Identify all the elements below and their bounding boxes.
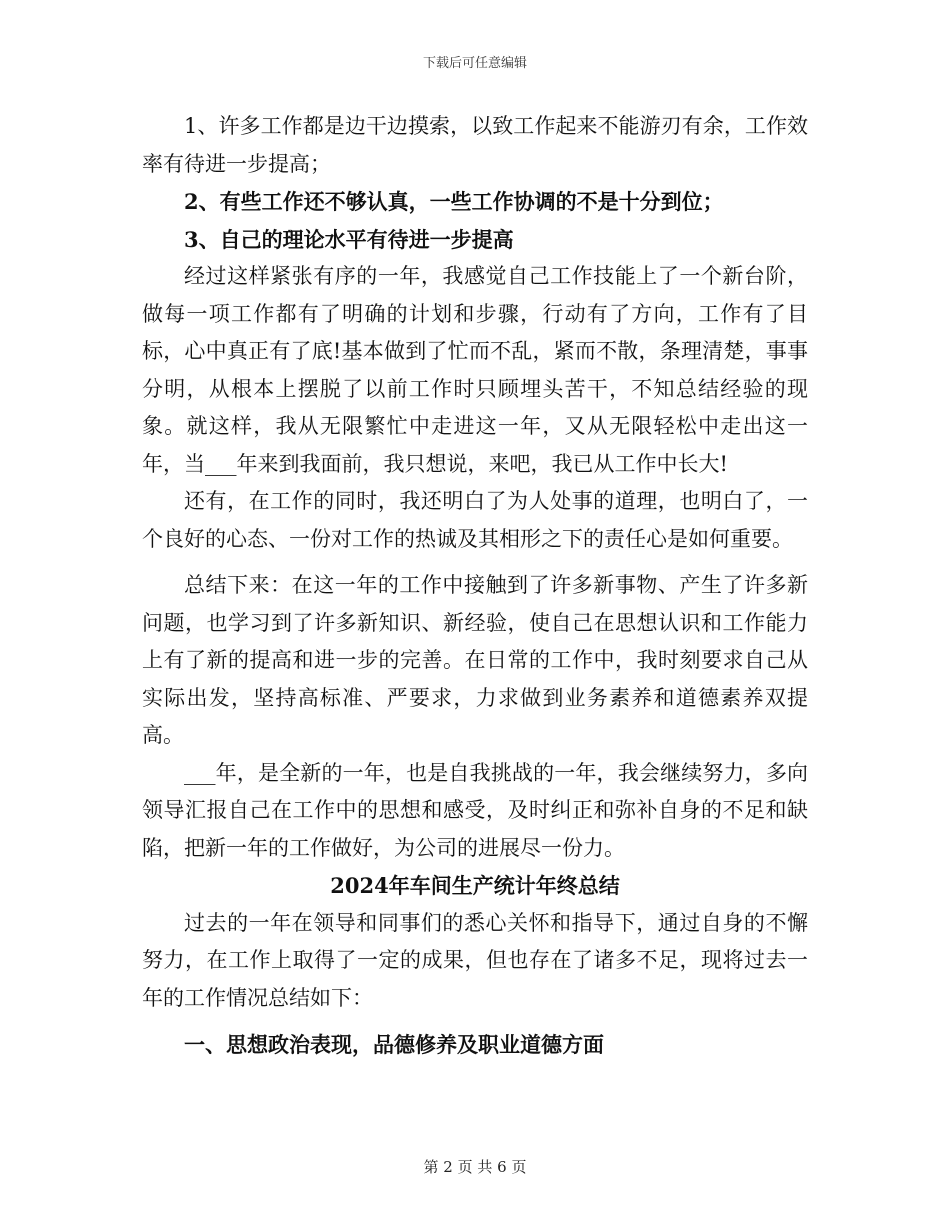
paragraph-new-year: ___年，是全新的一年，也是自我挑战的一年，我会继续努力，多向领导汇报自己在工作中的思想和感受，及时纠正和弥补自身的不足和缺陷，把新一年的工作做好，为公司的进展尽一份力。 xyxy=(142,760,808,860)
paragraph-summary: 总结下来：在这一年的工作中接触到了许多新事物、产生了许多新问题，也学习到了许多新知识、新经验，使自己在思想认识和工作能力上有了新的提高和进一步的完善。在日常的工作中，我时刻要求自己从实际出发，坚持高标准、严要求，力求做到业务素养和道德素养双提高。 xyxy=(142,573,808,747)
paragraph-reflection: 经过这样紧张有序的一年，我感觉自己工作技能上了一个新台阶，做每一项工作都有了明确的计划和步骤，行动有了方向，工作有了目标，心中真正有了底!基本做到了忙而不乱，紧而不散，条理清楚，事事分明，从根本上摆脱了以前工作时只顾埋头苦干，不知总结经验的现象。就这样，我从无限繁忙中走进这一年，又从无限轻松中走出这一年，当___年来到我面前，我只想说，来吧，我已从工作中长大! xyxy=(142,264,808,476)
section-title: 2024年车间生产统计年终总结 xyxy=(330,873,620,898)
paragraph-attitude: 还有，在工作的同时，我还明白了为人处事的道理，也明白了，一个良好的心态、一份对工作的热诚及其相形之下的责任心是如何重要。 xyxy=(142,489,808,551)
paragraph-item-2: 2、有些工作还不够认真，一些工作协调的不是十分到位； xyxy=(184,189,724,214)
paragraph-intro: 过去的一年在领导和同事们的悉心关怀和指导下，通过自身的不懈努力，在工作上取得了一定的成果，但也存在了诸多不足，现将过去一年的工作情况总结如下： xyxy=(142,910,808,1010)
document-body xyxy=(142,108,808,1064)
paragraph-item-1: 1、许多工作都是边干边摸索，以致工作起来不能游刃有余，工作效率有待进一步提高； xyxy=(142,114,808,176)
paragraph-item-3: 3、自己的理论水平有待进一步提高 xyxy=(184,226,514,252)
page-number: 第 2 页 共 6 页 xyxy=(423,1158,527,1176)
section-heading-1: 一、思想政治表现，品德修养及职业道德方面 xyxy=(184,1032,604,1057)
page-header: 下载后可任意编辑 xyxy=(422,56,527,71)
